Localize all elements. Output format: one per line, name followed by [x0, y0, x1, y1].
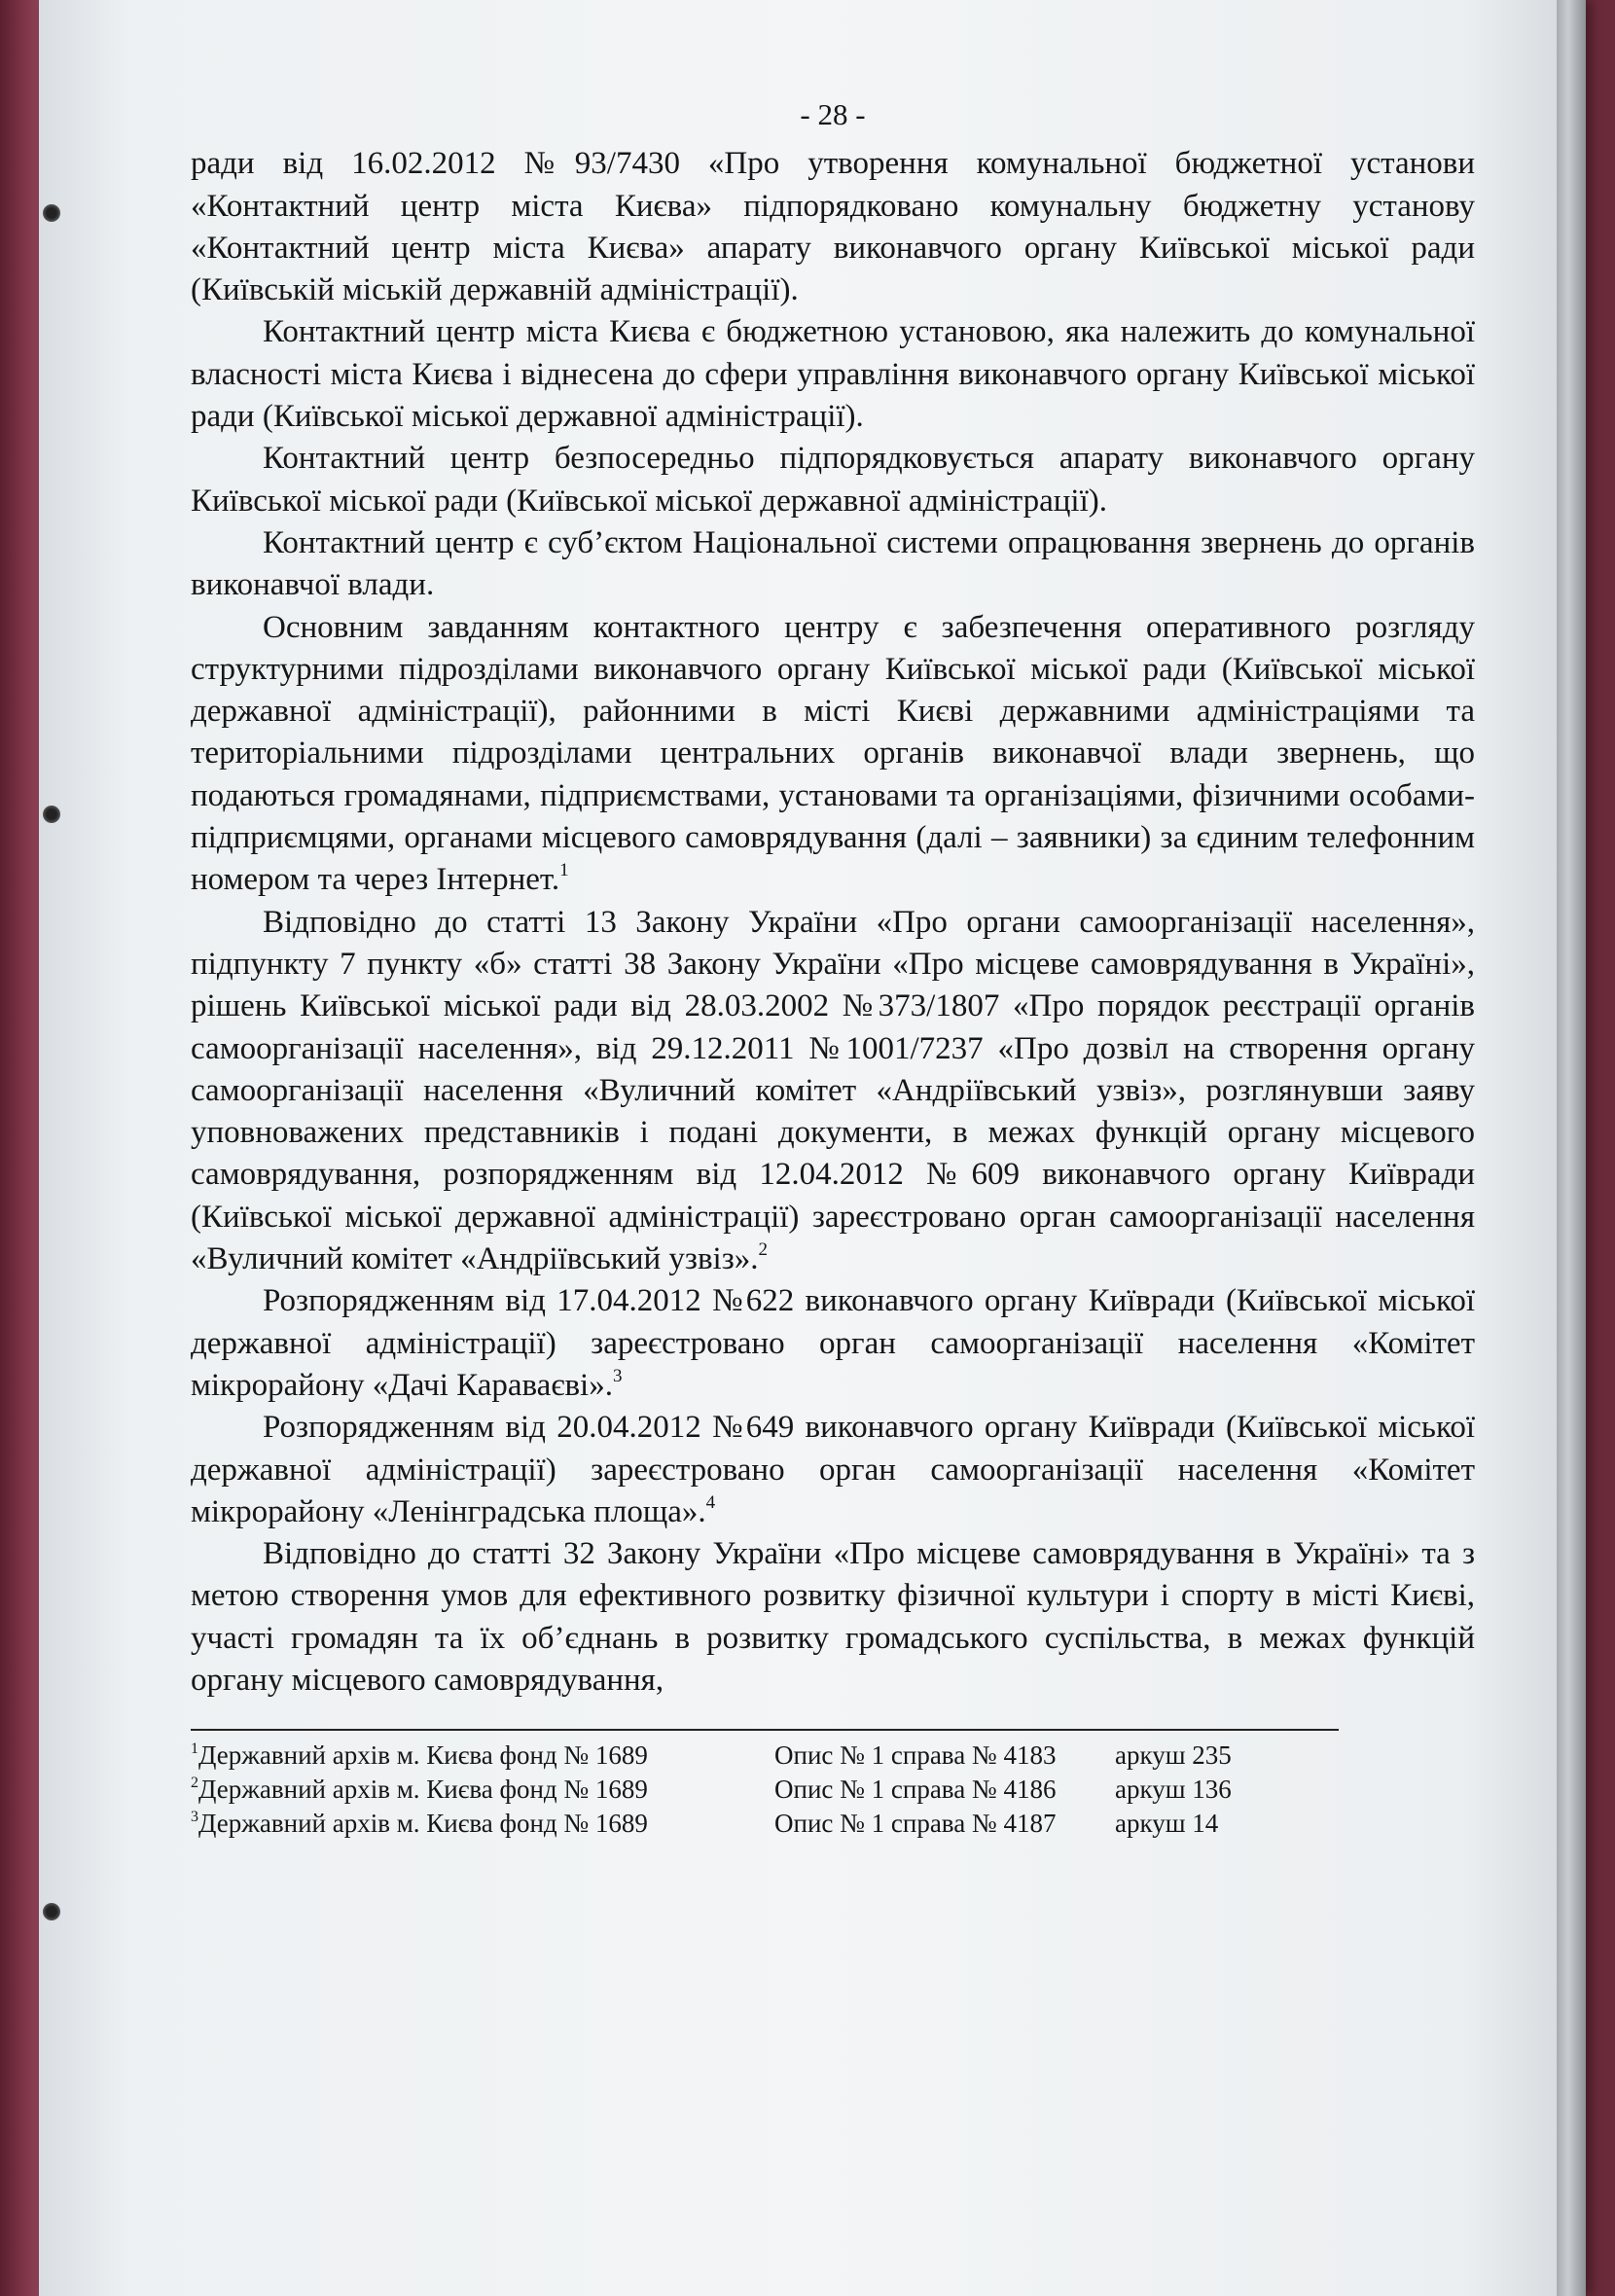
paragraph-text: Відповідно до статті 32 Закону України «Про місцеве самоврядування в Україні» та з метою створення умов для ефективного розвитку фізичної культури і спорту в місті Києві, участі громадян та їх об’єднань в розвитку громадського суспільства, в межах функцій органу місцевого самоврядування, [191, 1536, 1475, 1698]
paragraph-text: Контактний центр є суб’єктом Національної системи опрацювання звернень до органів виконавчої влади. [191, 524, 1475, 603]
page-content [191, 93, 1475, 1841]
paragraph-8 [191, 1407, 1475, 1533]
footnote-number: 2 [191, 1775, 198, 1792]
footnotes [191, 1739, 1475, 1841]
paragraph-1 [191, 143, 1475, 311]
footnote-number: 1 [191, 1740, 198, 1758]
footnote-inventory: Опис № 1 справа № 4186 [774, 1775, 1057, 1805]
footnote-sheet: аркуш 235 [1115, 1740, 1232, 1771]
footnote-inventory: Опис № 1 справа № 4183 [774, 1740, 1057, 1771]
footnote-number: 3 [191, 1809, 198, 1826]
punch-hole [43, 806, 60, 823]
footnote-item [191, 1773, 1475, 1807]
paragraph-9 [191, 1533, 1475, 1702]
paragraph-text: Контактний центр міста Києва є бюджетною установою, яка належить до комунальної власності міста Києва і віднесена до сфери управління виконавчого органу Київської міської ради (Київської міської державної адміністрації). [191, 314, 1475, 435]
paragraph-6 [191, 902, 1475, 1281]
paragraph-2 [191, 311, 1475, 438]
binding-edge [0, 0, 39, 2296]
page-number: - 28 - [800, 97, 866, 131]
paragraph-4 [191, 522, 1475, 607]
page-stack-edge [1557, 0, 1586, 2296]
paragraph-3 [191, 438, 1475, 522]
footnote-sheet: аркуш 136 [1115, 1775, 1232, 1805]
footnote-ref: 3 [612, 1365, 623, 1386]
footnote-sheet: аркуш 14 [1115, 1809, 1219, 1839]
footnote-item [191, 1807, 1475, 1841]
paragraph-text: Розпорядженням від 17.04.2012 №622 виконавчого органу Київради (Київської міської державної адміністрації) зареєстровано орган самоорганізації населення «Комітет мікрорайону «Дачі Караваєві». [191, 1283, 1475, 1403]
punch-hole [43, 1903, 60, 1920]
footnote-ref: 1 [559, 860, 569, 881]
footnote-ref: 4 [705, 1491, 716, 1513]
footnote-source: Державний архів м. Києва фонд № 1689 [198, 1775, 648, 1805]
footnote-item [191, 1739, 1475, 1773]
paragraph-text: Основним завданням контактного центру є забезпечення оперативного розгляду структурними підрозділами виконавчого органу Київської міської ради (Київської міської державної адміністрації), районними в місті Києві державними адміністраціями та територіальними підрозділами центральних органів виконавчої влади звернень, що подаються громадянами, підприємствами, установами та організаціями, фізичними особами-підприємцями, органами місцевого самоврядування (далі – заявники) за єдиним телефонним номером та через Інтернет. [191, 609, 1475, 898]
footnote-source: Державний архів м. Києва фонд № 1689 [198, 1809, 648, 1839]
paragraph-text: Відповідно до статті 13 Закону України «Про органи самоорганізації населення», підпункту 7 пункту «б» статті 38 Закону України «Про місцеве самоврядування в Україні», рішень Київської міської ради від 28.03.2002 №373/1807 «Про порядок реєстрації органів самоорганізації населення», від 29.12.2011 №1001/7237 «Про дозвіл на створення органу самоорганізації населення «Вуличний комітет «Андріївський узвіз», розглянувши заяву уповноважених представників і подані документи, в межах функцій органу місцевого самоврядування, розпорядженням від 12.04.2012 №609 виконавчого органу Київради (Київської міської державної адміністрації) зареєстровано орган самоорганізації населення «Вуличний комітет «Андріївський узвіз». [191, 904, 1475, 1277]
footnote-source: Державний архів м. Києва фонд № 1689 [198, 1740, 648, 1771]
paragraph-text: Розпорядженням від 20.04.2012 №649 виконавчого органу Київради (Київської міської державної адміністрації) зареєстровано орган самоорганізації населення «Комітет мікрорайону «Ленінградська площа». [191, 1410, 1475, 1529]
footnote-ref: 2 [758, 1239, 768, 1261]
footnote-inventory: Опис № 1 справа № 4187 [774, 1809, 1057, 1839]
footnote-divider [191, 1729, 1339, 1731]
paragraph-text: ради від 16.02.2012 №93/7430 «Про утворення комунальної бюджетної установи «Контактний центр міста Києва» підпорядковано комунальну бюджетну установу «Контактний центр міста Києва» апарату виконавчого органу Київської міської ради (Київській міській державній адміністрації). [191, 146, 1475, 308]
paragraph-5 [191, 607, 1475, 902]
punch-hole [43, 204, 60, 222]
paragraph-7 [191, 1280, 1475, 1407]
paragraph-text: Контактний центр безпосередньо підпорядковується апарату виконавчого органу Київської міської ради (Київської міської державної адміністрації). [191, 441, 1475, 519]
